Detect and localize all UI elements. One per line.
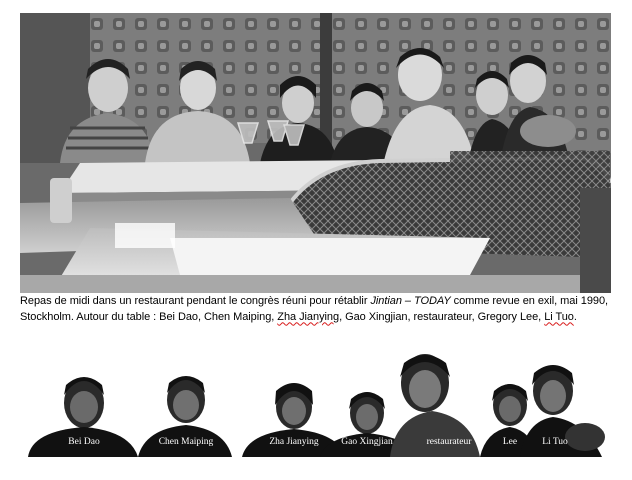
label-zha-jianying: Zha Jianying [269,437,319,447]
caption-text-2: comme revue en exil, mai 1990, Stockholm. Autour du table : Bei Dao, Chen Maiping, [20,295,609,323]
caption-text-4: . [573,310,577,323]
caption-name-zha-jianying: Zha Jianying [277,310,340,323]
caption-name-li-tuo: Li Tuo [544,310,574,323]
caption-journal-title: Jintian – TODAY [370,295,451,307]
caption-text-3: , Gao Xingjian, restaurateur, Gregory Lee, [339,310,545,323]
label-restaurateur: restaurateur [426,437,472,447]
restaurant-group-photo [20,13,611,293]
label-li-tuo: Li Tuo [542,437,568,447]
label-gao-xingjian: Gao Xingjian [341,437,393,447]
identification-silhouettes [20,345,611,470]
label-bei-dao: Bei Dao [68,437,100,447]
label-chen-maiping: Chen Maiping [158,437,214,447]
caption-text-1: Repas de midi dans un restaurant pendant le congrès réuni pour rétablir [20,295,371,307]
label-lee: Lee [502,437,518,447]
photo-caption [20,294,616,325]
